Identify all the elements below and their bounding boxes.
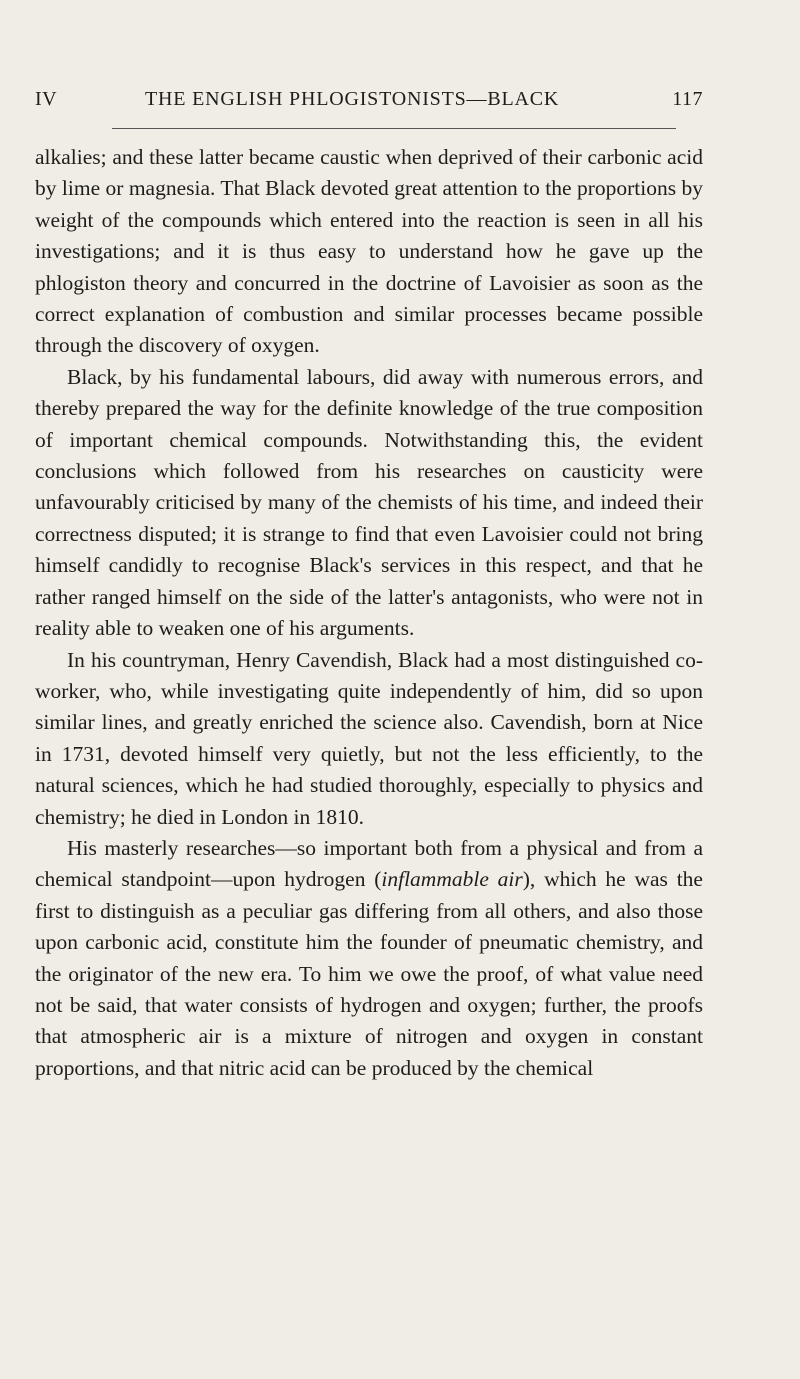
book-page (35, 0, 703, 124)
paragraph-4-part-2: ), which he was the first to distinguish as a peculiar gas differing from all others, and also those upon carbonic acid, constitute him the founder of pneumatic chemistry, and the originator of the new era. To him we owe the proof, of what value need not be said, that water consists of hydrogen and oxygen; further, the proofs that atmospheric air is a mixture of nitrogen and oxygen in constant proportions, and that nitric acid can be produced by the chemical (35, 867, 703, 1080)
paragraph-4-part-1: His masterly researches—so important both from a physical and from a chemical standpoint—upon hydrogen ( (35, 835, 703, 892)
body-text (35, 142, 703, 1084)
paragraph-4 (35, 833, 703, 1084)
header-rule (112, 128, 676, 129)
paragraph-3: In his countryman, Henry Cavendish, Black had a most distinguished co-worker, who, while investigating quite independently of him, did so upon similar lines, and greatly enriched the science also. Cavendish, born at Nice in 1731, devoted himself very quietly, but not the less efficiently, to the natural sciences, which he had studied thoroughly, especially to physics and chemistry; he died in London in 1810. (35, 647, 703, 829)
running-title: THE ENGLISH PHLOGISTONISTS—BLACK (145, 88, 560, 110)
page-number: 117 (672, 88, 703, 110)
paragraph-1: alkalies; and these latter became caustic when deprived of their carbonic acid by lime or magnesia. That Black devoted great attention to the proportions by weight of the compounds which entered into the reaction is seen in all his investigations; and it is thus easy to understand how he gave up the phlogiston theory and concurred in the doctrine of Lavoisier as soon as the correct explanation of combustion and similar processes became possible through the discovery of oxygen. (35, 145, 703, 358)
chapter-number: IV (35, 88, 58, 110)
italic-term: inflammable air (381, 867, 523, 892)
running-header (35, 88, 703, 124)
paragraph-2: Black, by his fundamental labours, did away with numerous errors, and thereby prepared the way for the definite knowledge of the true composition of important chemical compounds. Notwithstanding this, the evident conclusions which followed from his researches on causticity were unfavourably criticised by many of the chemists of his time, and indeed their correctness disputed; it is strange to find that even Lavoisier could not bring himself candidly to recognise Black's services in this respect, and that he rather ranged himself on the side of the latter's antagonists, who were not in reality able to weaken one of his arguments. (35, 364, 703, 641)
